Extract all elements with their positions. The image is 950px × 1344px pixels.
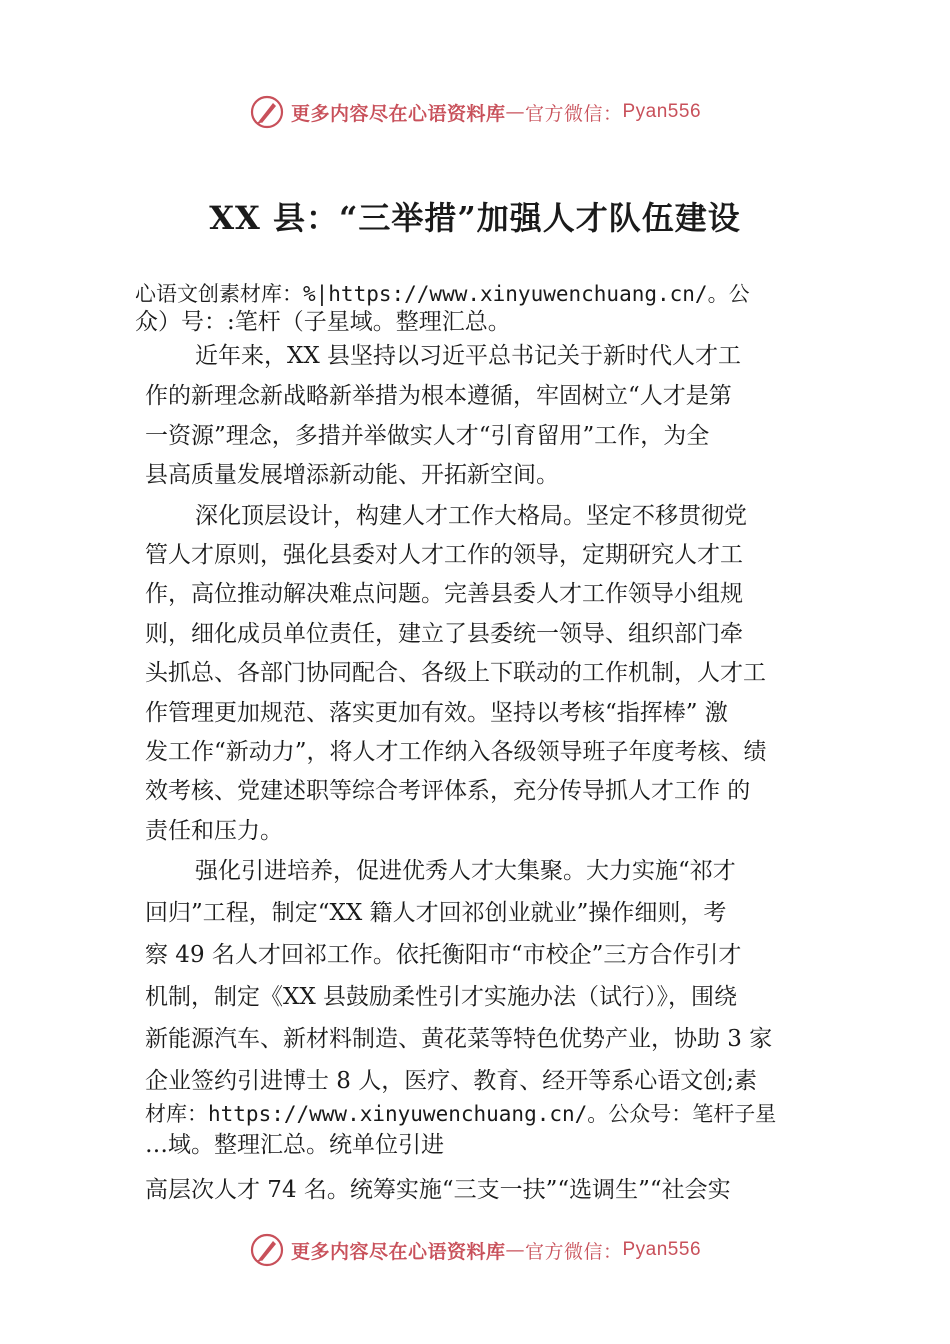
- paragraph-line: 头抓总、各部门协同配合、各级上下联动的工作机制，人才工: [145, 660, 766, 686]
- paragraph-line: 深化顶层设计，构建人才工作大格局。坚定不移贯彻党: [195, 503, 747, 529]
- paragraph-line: 企业签约引进博士 8 人，医疗、教育、经开等系心语文创;素: [145, 1068, 758, 1094]
- source-line: 众）号：:笔杆（子星域。整理汇总。: [135, 309, 511, 335]
- paragraph-line: 责任和压力。: [145, 818, 283, 844]
- header-watermark: [0, 92, 950, 132]
- footer-watermark: [0, 1230, 950, 1270]
- paragraph-line: 效考核、党建述职等综合考评体系，充分传导抓人才工作 的: [145, 778, 751, 804]
- paragraph-line: 机制，制定《XX 县鼓励柔性引才实施办法（试行）》，围绕: [145, 984, 738, 1010]
- paragraph-line: 发工作“新动力”，将人才工作纳入各级领导班子年度考核、绩: [145, 739, 767, 765]
- watermark-wechat-label: 官方微信：: [524, 102, 623, 125]
- watermark-dash: —: [505, 1239, 525, 1261]
- paragraph-line: 则，细化成员单位责任，建立了县委统一领导、组织部门牵: [145, 621, 743, 647]
- paragraph-line: 材库：https://www.xinyuwenchuang.cn/。公众号：笔杆子星: [145, 1102, 777, 1126]
- paragraph-line: 县高质量发展增添新动能、开拓新空间。: [145, 462, 559, 488]
- paragraph-line: 作，高位推动解决难点问题。完善县委人才工作领导小组规: [145, 581, 743, 607]
- paragraph-line: 管人才原则，强化县委对人才工作的领导，定期研究人才工: [145, 542, 743, 568]
- paragraph-line: 高层次人才 74 名。统筹实施“三支一扶”“选调生”“社会实: [145, 1177, 731, 1203]
- paragraph-line: 作管理更加规范、落实更加有效。坚持以考核“指挥棒” 激: [145, 700, 728, 726]
- paragraph-line: 回归”工程，制定“XX 籍人才回祁创业就业”操作细则，考: [145, 900, 727, 926]
- watermark-slogan: 更多内容尽在心语资料库: [290, 1240, 506, 1263]
- watermark-wechat-label: 官方微信：: [524, 1240, 623, 1263]
- source-line: 心语文创素材库：%|https://www.xinyuwenchuang.cn/。公: [135, 282, 750, 306]
- quill-pen-circle-icon: [249, 1232, 285, 1268]
- watermark-wechat-id: Pyan556: [622, 101, 702, 122]
- paragraph-line: …域。整理汇总。统单位引进: [145, 1132, 444, 1158]
- quill-pen-circle-icon: [249, 94, 285, 130]
- watermark-dash: —: [505, 101, 525, 123]
- watermark-slogan: 更多内容尽在心语资料库: [290, 102, 506, 125]
- paragraph-line: 察 49 名人才回祁工作。依托衡阳市“市校企”三方合作引才: [145, 942, 742, 968]
- paragraph-line: 新能源汽车、新材料制造、黄花菜等特色优势产业，协助 3 家: [145, 1026, 773, 1052]
- document-title: XX 县：“三举措”加强人才队伍建设: [209, 199, 741, 237]
- watermark-wechat-id: Pyan556: [622, 1239, 702, 1260]
- paragraph-line: 一资源”理念，多措并举做实人才“引育留用”工作，为全: [145, 423, 710, 449]
- paragraph-line: 强化引进培养，促进优秀人才大集聚。大力实施“祁才: [195, 858, 736, 884]
- paragraph-line: 作的新理念新战略新举措为根本遵循，牢固树立“人才是第: [145, 383, 732, 409]
- paragraph-line: 近年来，XX 县坚持以习近平总书记关于新时代人才工: [195, 343, 742, 369]
